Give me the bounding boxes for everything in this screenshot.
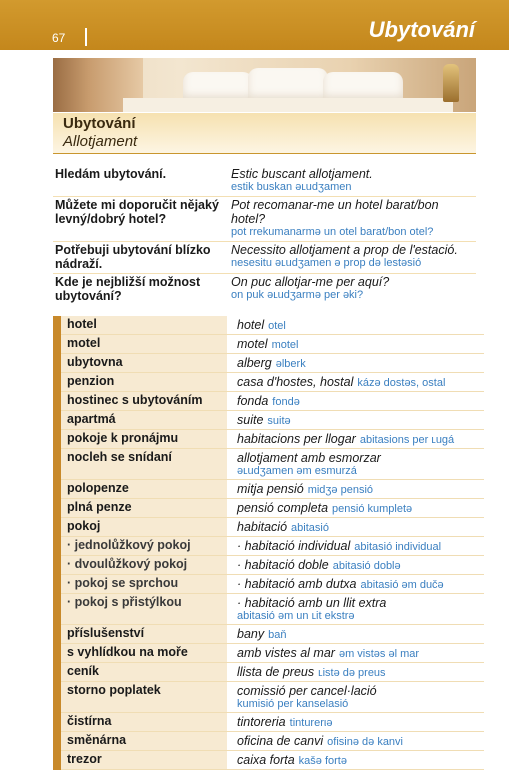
vocab-row bbox=[61, 751, 484, 770]
hotel-room-photo bbox=[53, 58, 476, 112]
vocab-translation bbox=[227, 713, 484, 731]
vocab-catalan: fonda bbox=[237, 394, 269, 408]
vocab-translation bbox=[227, 537, 484, 555]
vocab-row bbox=[61, 682, 484, 713]
phrase-list bbox=[53, 166, 476, 305]
phrase-catalan: On puc allotjar-me per aquí? bbox=[231, 275, 390, 289]
phrase-pronunciation: estik buskan əʟudʒamen bbox=[231, 181, 352, 193]
vocab-catalan: mitja pensió bbox=[237, 482, 304, 496]
phrase-catalan: Necessito allotjament a prop de l'estació. bbox=[231, 243, 458, 257]
vocab-catalan: oficina de canvi bbox=[237, 734, 324, 748]
vocab-pronunciation: əʟudʒamen əm esmurzá bbox=[237, 465, 357, 477]
vocab-translation bbox=[227, 411, 484, 429]
vocab-row bbox=[61, 499, 484, 518]
vocab-pronunciation: suitə bbox=[267, 415, 291, 427]
phrase-czech: Můžete mi doporučit nějaký levný/dobrý hotel? bbox=[55, 198, 219, 226]
vocab-row bbox=[61, 732, 484, 751]
vocab-pronunciation: ofisinə də kanvi bbox=[327, 736, 403, 748]
vocab-catalan: suite bbox=[237, 413, 264, 427]
phrase-translation bbox=[231, 198, 476, 239]
vocab-translation bbox=[227, 575, 484, 593]
page-header-bar bbox=[0, 0, 509, 50]
phrase-catalan: Pot recomanar-me un hotel barat/bon hotel? bbox=[231, 198, 439, 226]
vocab-pronunciation: kašə fortə bbox=[298, 755, 347, 767]
vocab-pronunciation: abitasions per ʟugá bbox=[359, 434, 455, 446]
vocab-pronunciation: baň bbox=[268, 629, 287, 641]
vocab-czech: s vyhlídkou na moře bbox=[61, 644, 227, 662]
vocab-row bbox=[61, 518, 484, 537]
vocab-czech: · pokoj s přistýlkou bbox=[61, 594, 227, 624]
vocab-czech: · dvoulůžkový pokoj bbox=[61, 556, 227, 574]
vocab-translation bbox=[227, 480, 484, 498]
phrase-row bbox=[53, 241, 476, 273]
vocab-catalan: caixa forta bbox=[237, 753, 295, 767]
vocab-catalan: pensió completa bbox=[237, 501, 329, 515]
vocab-translation bbox=[227, 644, 484, 662]
vocab-catalan: · habitació amb dutxa bbox=[237, 577, 357, 591]
vocab-czech: nocleh se snídaní bbox=[61, 449, 227, 479]
phrase-pronunciation: pot rrekumanarmə un otel barat/bon otel? bbox=[231, 226, 434, 238]
section-title: Ubytování bbox=[63, 115, 136, 132]
vocab-czech: ceník bbox=[61, 663, 227, 681]
phrase-pronunciation: nesesitu əʟudʒamen ə prop də lestəsió bbox=[231, 257, 422, 269]
vocab-row bbox=[61, 644, 484, 663]
vocabulary-table bbox=[53, 316, 484, 770]
vocab-translation bbox=[227, 373, 484, 391]
phrase-translation bbox=[231, 167, 476, 194]
vocab-pronunciation: midʒə pensió bbox=[307, 484, 374, 496]
vocab-row bbox=[61, 575, 484, 594]
vocab-row bbox=[61, 625, 484, 644]
vocab-czech: hostinec s ubytováním bbox=[61, 392, 227, 410]
chapter-title: Ubytování bbox=[368, 17, 475, 42]
vocab-translation bbox=[227, 354, 484, 372]
section-heading bbox=[53, 113, 476, 154]
vocab-pronunciation: əm vistəs əl mar bbox=[338, 648, 420, 660]
vocab-pronunciation: fondə bbox=[272, 396, 300, 408]
vocab-row bbox=[61, 430, 484, 449]
vocab-row bbox=[61, 594, 484, 625]
vocab-catalan: allotjament amb esmorzar bbox=[237, 451, 381, 465]
vocab-translation bbox=[227, 751, 484, 769]
phrase-row bbox=[53, 196, 476, 241]
page-number-divider bbox=[85, 28, 87, 46]
vocab-translation bbox=[227, 449, 484, 479]
vocab-translation bbox=[227, 430, 484, 448]
vocab-catalan: comissió per cancel·lació bbox=[237, 684, 377, 698]
page-number: 67 bbox=[52, 31, 66, 45]
vocab-translation bbox=[227, 518, 484, 536]
vocab-translation bbox=[227, 625, 484, 643]
vocab-catalan: casa d'hostes, hostal bbox=[237, 375, 354, 389]
vocab-row bbox=[61, 373, 484, 392]
vocab-czech: · pokoj se sprchou bbox=[61, 575, 227, 593]
vocab-pronunciation: abitasió əm dučə bbox=[360, 579, 444, 591]
vocab-czech: ubytovna bbox=[61, 354, 227, 372]
vocab-pronunciation: motel bbox=[271, 339, 299, 351]
vocab-row bbox=[61, 335, 484, 354]
vocab-translation bbox=[227, 335, 484, 353]
pillow-graphic bbox=[248, 68, 328, 102]
vocab-row bbox=[61, 663, 484, 682]
vocab-pronunciation: abitasió bbox=[291, 522, 329, 534]
vocab-czech: · jednolůžkový pokoj bbox=[61, 537, 227, 555]
vocab-translation bbox=[227, 316, 484, 334]
vocab-czech: pokoje k pronájmu bbox=[61, 430, 227, 448]
bed-graphic bbox=[123, 98, 453, 112]
vocab-czech: storno poplatek bbox=[61, 682, 227, 712]
vocab-row bbox=[61, 480, 484, 499]
vocab-catalan: habitació bbox=[237, 520, 288, 534]
phrase-pronunciation: on puk əʟudʒarmə per əki? bbox=[231, 289, 364, 301]
vocab-catalan: amb vistes al mar bbox=[237, 646, 335, 660]
vocab-translation bbox=[227, 732, 484, 750]
vocab-pronunciation: tinturerιə bbox=[289, 717, 333, 729]
vocab-catalan: tintoreria bbox=[237, 715, 286, 729]
vocab-czech: polopenze bbox=[61, 480, 227, 498]
vocab-pronunciation: əlberk bbox=[275, 358, 306, 370]
vocab-catalan: habitacions per llogar bbox=[237, 432, 356, 446]
vocab-czech: pokoj bbox=[61, 518, 227, 536]
lamp-graphic bbox=[443, 64, 459, 102]
vocab-pronunciation: pensió kumpletə bbox=[332, 503, 413, 515]
phrase-czech: Potřebuji ubytování blízko nádraží. bbox=[55, 243, 211, 271]
vocab-czech: apartmá bbox=[61, 411, 227, 429]
phrase-translation bbox=[231, 275, 476, 303]
vocab-translation bbox=[227, 663, 484, 681]
vocab-row bbox=[61, 537, 484, 556]
vocab-catalan: · habitació amb un llit extra bbox=[237, 596, 387, 610]
vocab-row bbox=[61, 556, 484, 575]
vocab-translation bbox=[227, 392, 484, 410]
phrase-czech: Hledám ubytování. bbox=[55, 167, 167, 181]
vocab-catalan: llista de preus bbox=[237, 665, 315, 679]
phrase-row bbox=[53, 166, 476, 196]
vocab-row bbox=[61, 713, 484, 732]
vocab-row bbox=[61, 316, 484, 335]
vocab-czech: čistírna bbox=[61, 713, 227, 731]
vocab-pronunciation: abitasió əm un ʟit ekstrə bbox=[237, 610, 355, 622]
phrase-catalan: Estic buscant allotjament. bbox=[231, 167, 373, 181]
vocab-catalan: · habitació individual bbox=[237, 539, 351, 553]
vocab-translation bbox=[227, 556, 484, 574]
vocab-czech: plná penze bbox=[61, 499, 227, 517]
vocab-row bbox=[61, 354, 484, 373]
vocab-translation bbox=[227, 594, 484, 624]
phrase-row bbox=[53, 273, 476, 305]
vocab-czech: motel bbox=[61, 335, 227, 353]
vocab-pronunciation: kumisió per kanselasió bbox=[237, 698, 349, 710]
vocab-pronunciation: ʟistə də preus bbox=[318, 667, 386, 679]
vocab-catalan: bany bbox=[237, 627, 265, 641]
vocab-translation bbox=[227, 499, 484, 517]
vocab-catalan: · habitació doble bbox=[237, 558, 329, 572]
phrase-czech: Kde je nejbližší možnost ubytování? bbox=[55, 275, 201, 303]
section-subtitle: Allotjament bbox=[63, 133, 138, 150]
vocab-catalan: alberg bbox=[237, 356, 272, 370]
vocab-czech: penzion bbox=[61, 373, 227, 391]
phrase-translation bbox=[231, 243, 476, 271]
vocab-czech: hotel bbox=[61, 316, 227, 334]
vocab-translation bbox=[227, 682, 484, 712]
vocab-czech: směnárna bbox=[61, 732, 227, 750]
vocab-czech: příslušenství bbox=[61, 625, 227, 643]
vocab-row bbox=[61, 449, 484, 480]
vocab-catalan: motel bbox=[237, 337, 268, 351]
vocab-czech: trezor bbox=[61, 751, 227, 769]
vocab-catalan: hotel bbox=[237, 318, 265, 332]
vocab-pronunciation: kázə dostəs, ostal bbox=[357, 377, 446, 389]
vocab-row bbox=[61, 392, 484, 411]
vocab-pronunciation: abitasió doblə bbox=[332, 560, 401, 572]
vocab-row bbox=[61, 411, 484, 430]
vocab-pronunciation: abitasió individual bbox=[354, 541, 442, 553]
vocab-pronunciation: otel bbox=[268, 320, 286, 332]
